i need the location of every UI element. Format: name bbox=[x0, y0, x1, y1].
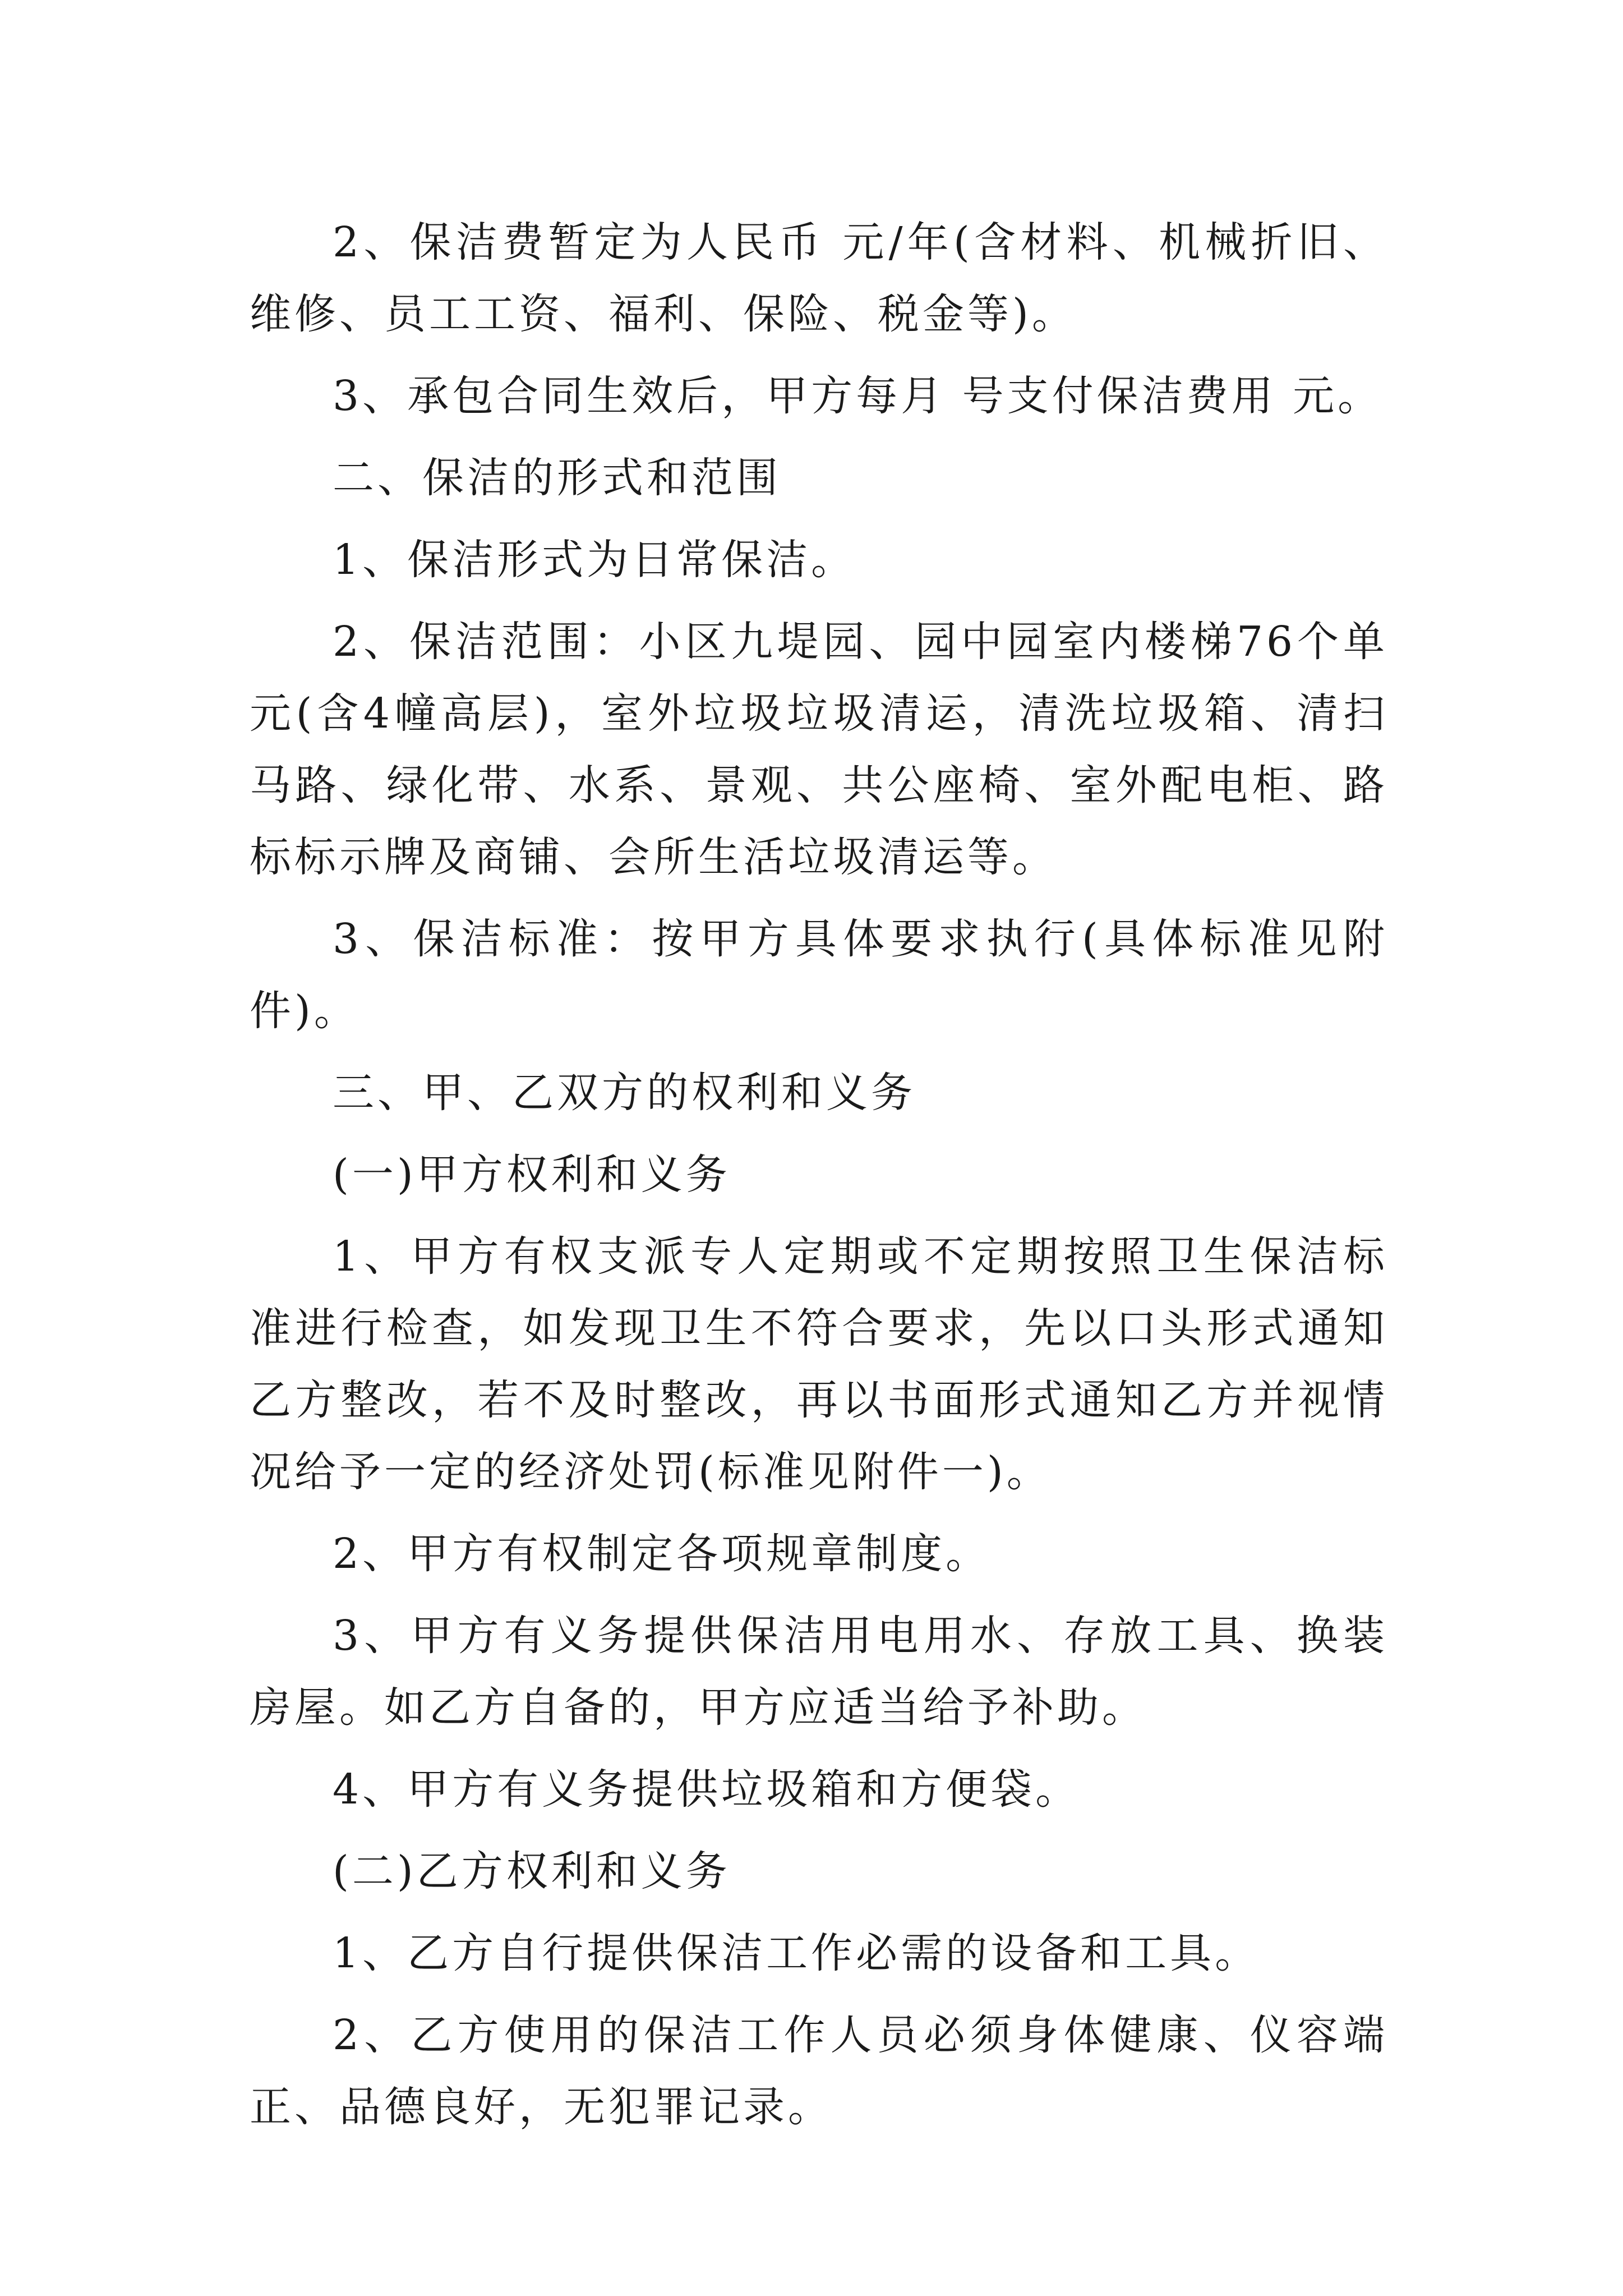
section-heading-rights-obligations: 三、甲、乙双方的权利和义务 bbox=[333, 1069, 916, 1117]
paragraph-party-b-equipment: 1、乙方自行提供保洁工作必需的设备和工具。 bbox=[333, 1929, 1260, 1977]
document-body bbox=[250, 206, 1388, 2153]
paragraph-party-b-staff: 2、乙方使用的保洁工作人员必须身体健康、仪容端正、品德良好，无犯罪记录。 bbox=[250, 2011, 1388, 2131]
paragraph-cleaning-form: 1、保洁形式为日常保洁。 bbox=[333, 536, 856, 584]
paragraph-party-a-inspection: 1、甲方有权支派专人定期或不定期按照卫生保洁标准进行检查，如发现卫生不符合要求，先以口头形式通知乙方整改，若不及时整改，再以书面形式通知乙方并视情况给予一定的经济处罚(标准见附件一)。 bbox=[250, 1232, 1388, 1496]
subheading-party-b: (二)乙方权利和义务 bbox=[333, 1847, 731, 1895]
section-heading-cleaning-scope: 二、保洁的形式和范围 bbox=[333, 454, 781, 502]
paragraph-cleaning-range: 2、保洁范围：小区九堤园、园中园室内楼梯76个单元(含4幢高层)，室外垃圾垃圾清运，清洗垃圾箱、清扫马路、绿化带、水系、景观、共公座椅、室外配电柜、路标标示牌及商铺、会所生活垃圾清运等。 bbox=[250, 618, 1388, 881]
subheading-party-a: (一)甲方权利和义务 bbox=[333, 1151, 731, 1199]
paragraph-cleaning-standard: 3、保洁标准：按甲方具体要求执行(具体标准见附件)。 bbox=[250, 915, 1388, 1035]
paragraph-party-a-bins: 4、甲方有义务提供垃圾箱和方便袋。 bbox=[333, 1765, 1081, 1814]
paragraph-party-a-facilities: 3、甲方有义务提供保洁用电用水、存放工具、换装房屋。如乙方自备的，甲方应适当给予补助。 bbox=[250, 1612, 1388, 1732]
paragraph-fee-amount: 2、保洁费暂定为人民币 元/年(含材料、机械折旧、维修、员工工资、福利、保险、税金等)。 bbox=[250, 218, 1388, 338]
paragraph-payment-date: 3、承包合同生效后，甲方每月 号支付保洁费用 元。 bbox=[333, 372, 1383, 420]
paragraph-party-a-rules: 2、甲方有权制定各项规章制度。 bbox=[333, 1530, 991, 1578]
